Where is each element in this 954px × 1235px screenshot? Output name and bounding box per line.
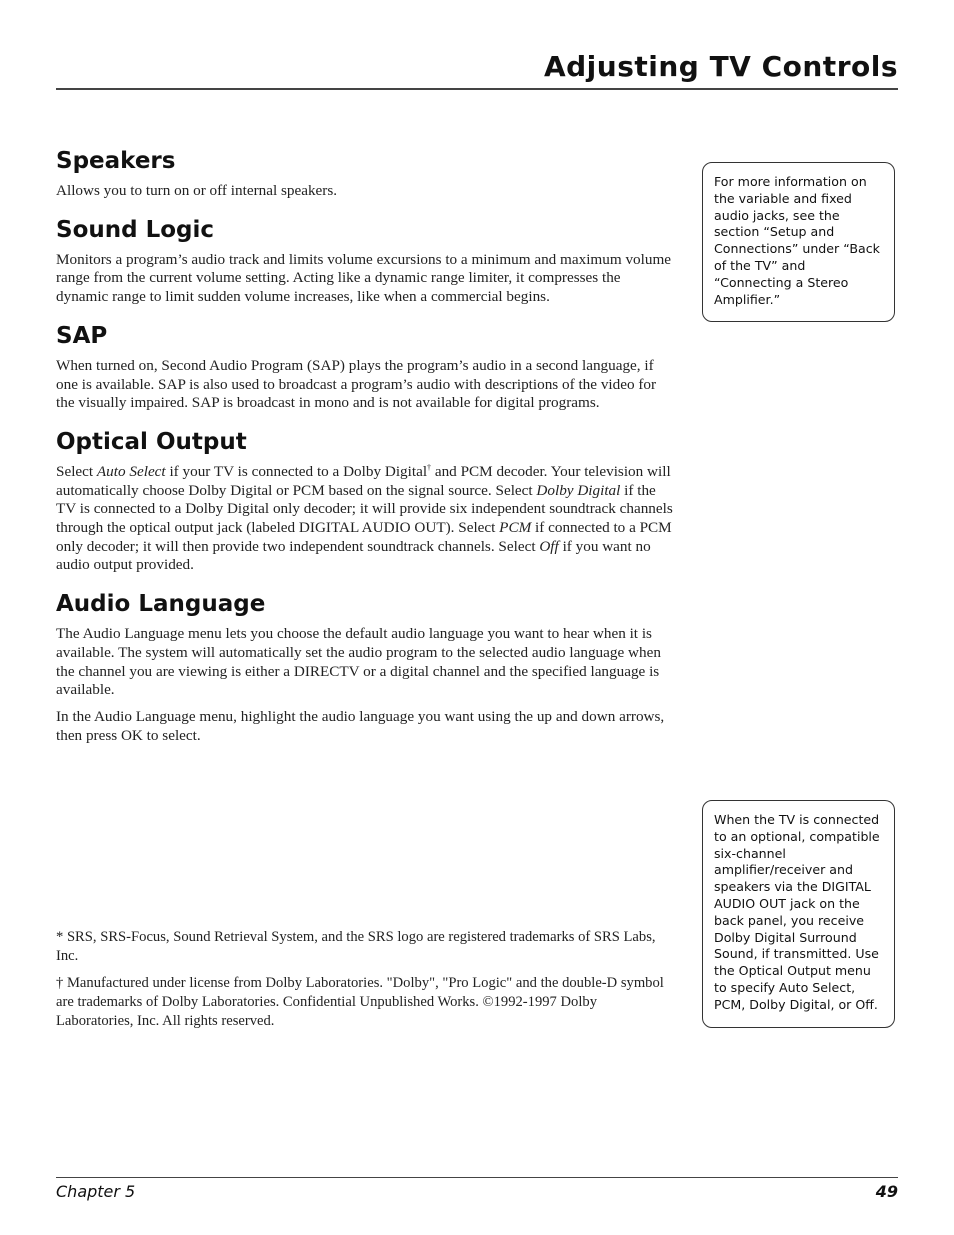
page-header-title: Adjusting TV Controls xyxy=(543,50,898,83)
sidebar-note-dolby-surround: When the TV is connected to an optional, compatible six-channel amplifier/receiver and speakers via the DIGITAL AUDIO OUT jack on the back panel, you receive Dolby Digital Surround Sound, if transmitted. Use the Optical Output menu to specify Auto Select, PCM, Dolby Digital, or Off. xyxy=(702,800,895,1028)
sound-logic-heading: Sound Logic xyxy=(56,216,215,243)
footnote-dolby: † Manufactured under license from Dolby Laboratories. "Dolby", "Pro Logic" and the double-D symbol are trademarks of Dolby Laboratories. Confidential Unpublished Works. ©1992-1997 Dolby Laboratories, Inc. All rights reserved. xyxy=(56,975,664,1029)
section-speakers xyxy=(56,148,676,201)
section-sound-logic xyxy=(56,217,676,307)
speakers-body: Allows you to turn on or off internal speakers. xyxy=(56,182,338,199)
footnotes xyxy=(56,928,676,1040)
header-divider xyxy=(56,88,898,90)
option-pcm: PCM xyxy=(499,519,532,537)
section-optical-output xyxy=(56,429,676,575)
optical-text-3: and PCM decoder. Your television will automatically choose Dolby Digital or PCM based on the signal source. Select xyxy=(56,462,671,499)
page-number: 49 xyxy=(875,1182,898,1201)
main-content xyxy=(56,138,676,761)
footnote-srs: * SRS, SRS-Focus, Sound Retrieval System, and the SRS logo are registered trademarks of SRS Labs, Inc. xyxy=(56,929,656,964)
option-auto-select: Auto Select xyxy=(96,462,166,480)
optical-text-1: Select xyxy=(56,462,97,480)
optical-text-6: if you want no audio output provided. xyxy=(56,537,651,574)
sap-heading: SAP xyxy=(56,322,108,349)
optical-text-2: if your TV is connected to a Dolby Digital xyxy=(165,462,428,480)
optical-output-body xyxy=(56,463,676,575)
dagger-mark: † xyxy=(427,462,432,472)
footer-divider xyxy=(56,1177,898,1178)
audio-language-body-2: In the Audio Language menu, highlight the audio language you want using the up and down arrows, then press OK to select. xyxy=(56,707,665,744)
section-audio-language xyxy=(56,591,676,745)
audio-language-body-1: The Audio Language menu lets you choose the default audio language you want to hear when it is available. The system will automatically set the audio program to the selected audio language when the channel you are viewing is either a DIRECTV or a digital channel and the specified language is available. xyxy=(56,625,661,699)
sap-body: When turned on, Second Audio Program (SAP) plays the program’s audio in a second language, if one is available. SAP is also used to broadcast a program’s audio with descriptions of the video for the visually impaired. SAP is broadcast in mono and is not available for digital programs. xyxy=(56,356,657,412)
audio-language-heading: Audio Language xyxy=(56,591,266,618)
footer-chapter: Chapter 5 xyxy=(56,1182,136,1201)
option-off: Off xyxy=(539,537,559,555)
optical-text-4: if the TV is connected to a Dolby Digital only decoder; it will provide six independent soundtrack channels through the optical output jack (labeled DIGITAL AUDIO OUT). Select xyxy=(56,481,673,537)
option-dolby-digital: Dolby Digital xyxy=(536,481,621,499)
sidebar-note-audio-jacks: For more information on the variable and fixed audio jacks, see the section “Setup and Connections” under “Back of the TV” and “Connecting a Stereo Amplifier.” xyxy=(702,162,895,322)
speakers-heading: Speakers xyxy=(56,148,176,174)
optical-output-heading: Optical Output xyxy=(56,428,247,455)
section-sap xyxy=(56,323,676,413)
sound-logic-body: Monitors a program’s audio track and limits volume excursions to a minimum and maximum volume range from the current volume setting. Acting like a dynamic range limiter, it compresses the dynamic range to limit sudden volume increases, like when a commercial begins. xyxy=(56,250,671,306)
optical-text-5: if connected to a PCM only decoder; it will then provide two independent soundtrack channels. Select xyxy=(56,519,672,555)
